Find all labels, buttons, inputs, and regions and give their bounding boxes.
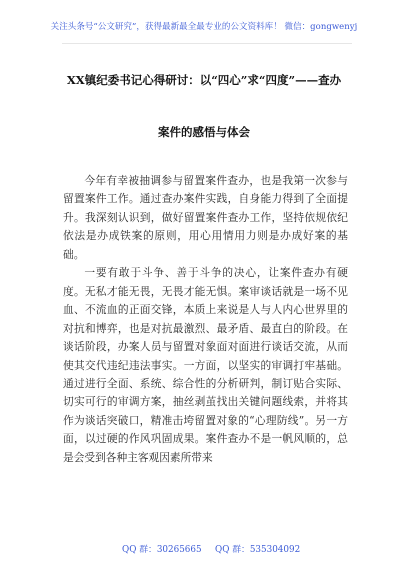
footer-qq-group-1: QQ 群：30265665 xyxy=(122,545,202,555)
document-title-line-2: 案件的感悟与体会 xyxy=(158,125,250,139)
body-paragraph-2: 一要有敢于斗争、善于斗争的决心，让案件查办有硬度。无私才能无畏，无畏才能无惧。案审谈话就是一场不见血、不流血的正面交锋，本质上来说是人与人内心世界里的对抗和博弈，也是对抗最激烈、最矛盾、最直白的阶段。在谈话阶段，办案人员与留置对象面对面进行谈话交流，从而使其交代违纪违法事实。一方面，以坚实的审调打牢基础。通过进行全面、系统、综合性的分析研判，制订贴合实际、切实可行的审调方案，抽丝剥茧找出关键问题线索，并将其作为谈话突破口，精准击垮留置对象的“心理防线”。另一方面，以过硬的作风巩固成果。案件查办不是一帆风顺的，总是会受到各种主客观因素所带来 xyxy=(63,266,348,464)
header-divider xyxy=(62,43,352,44)
document-body xyxy=(63,172,348,467)
footer-qq-group-2: QQ 群：535304092 xyxy=(215,545,301,555)
body-paragraph-1: 今年有幸被抽调参与留置案件查办，也是我第一次参与留置案件工作。通过查办案件实践，自身能力得到了全面提升。我深刻认识到，做好留置案件查办工作，坚持依规依纪依法是办成铁案的原则，用心用情用力则是办成好案的基础。 xyxy=(63,174,348,261)
document-title-line-1: XX镇纪委书记心得研讨：以“四心”求“四度”——查办 xyxy=(66,73,342,87)
header-promo-note: 关注头条号“公文研究”，获得最新最全最专业的公文资料库！ 微信：gongwenyj xyxy=(50,22,358,32)
